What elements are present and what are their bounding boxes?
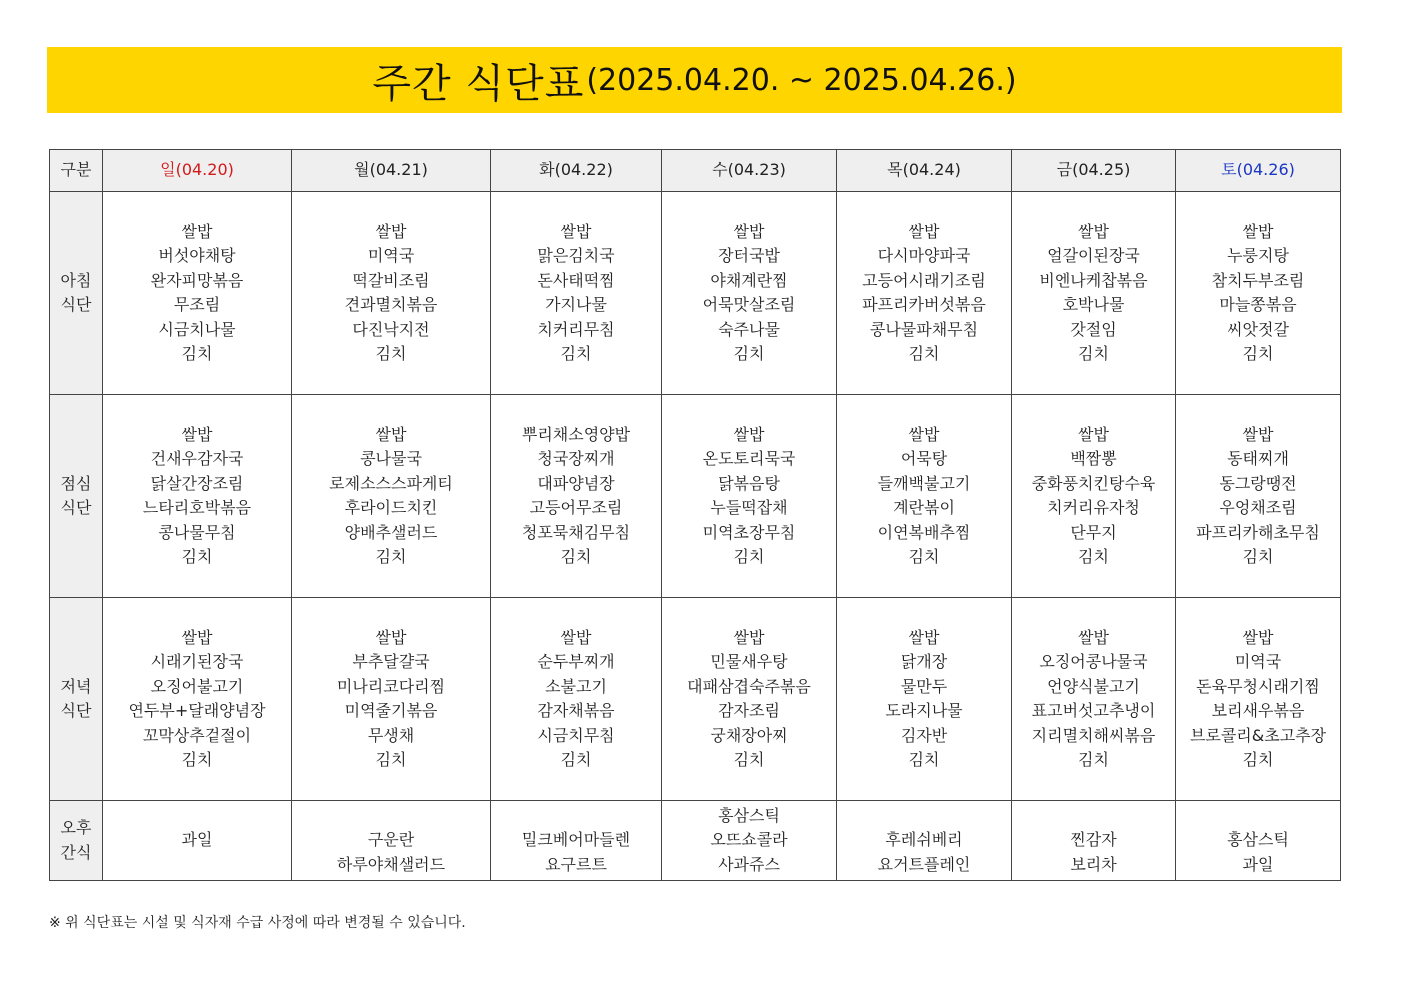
menu-item: 김치 (560, 547, 592, 566)
row-label-snack (50, 801, 103, 881)
menu-item: 김치 (1242, 750, 1274, 769)
row-label-lunch (50, 395, 103, 598)
menu-item: 미역초장무침 (702, 522, 796, 542)
menu-item: 김치 (908, 547, 940, 566)
snack-cell-fri (1012, 801, 1176, 881)
menu-item: 소불고기 (545, 676, 607, 696)
menu-item: 버섯야채탕 (158, 246, 236, 265)
menu-item: 들깨백불고기 (877, 473, 971, 493)
menu-cell-dinner-sun (103, 598, 292, 801)
menu-item: 비엔나케찹볶음 (1039, 270, 1148, 290)
menu-item: 느타리호박볶음 (142, 498, 252, 517)
menu-item: 도라지나물 (885, 701, 963, 720)
menu-item: 미역국 (367, 246, 415, 265)
day-header-thu: 목(04.24) (837, 150, 1012, 192)
menu-item: 가지나물 (545, 295, 607, 314)
menu-item: 보리차 (1070, 854, 1117, 874)
menu-item: 쌀밥 (560, 221, 592, 241)
menu-cell-breakfast-wed (662, 192, 837, 395)
menu-item: 쌀밥 (1242, 424, 1274, 444)
menu-item: 꼬막상추겉절이 (142, 725, 252, 745)
menu-item: 순두부찌개 (537, 652, 615, 671)
menu-item: 김치 (733, 344, 765, 363)
menu-item: 시래기된장국 (150, 652, 244, 671)
menu-item: 완자피망볶음 (150, 270, 244, 290)
menu-item: 쌀밥 (1078, 627, 1109, 647)
menu-item: 어묵탕 (900, 449, 948, 468)
footnote: ※ 위 식단표는 시설 및 식자재 수급 사정에 따라 변경될 수 있습니다. (49, 915, 466, 931)
menu-cell-dinner-tue (491, 598, 662, 801)
menu-cell-dinner-wed (662, 598, 837, 801)
menu-cell-dinner-sat (1176, 598, 1341, 801)
menu-item: 김자반 (900, 725, 948, 745)
menu-item: 장터국밥 (718, 246, 780, 265)
menu-item: 양배추샐러드 (344, 522, 438, 542)
menu-cell-breakfast-mon (292, 192, 491, 395)
menu-item: 민물새우탕 (710, 652, 788, 671)
snack-row (50, 801, 1341, 881)
menu-item: 누룽지탕 (1227, 246, 1289, 265)
meal-row-lunch (50, 395, 1341, 598)
menu-item: 쌀밥 (1078, 424, 1109, 444)
menu-item: 갓절임 (1070, 319, 1117, 339)
menu-item: 부추달걀국 (352, 652, 430, 671)
menu-item: 김치 (1242, 547, 1274, 566)
menu-item: 홍삼스틱 (718, 805, 780, 825)
menu-cell-breakfast-thu (837, 192, 1012, 395)
menu-item: 쌀밥 (908, 221, 940, 241)
menu-item: 김치 (1078, 750, 1109, 769)
menu-cell-breakfast-tue (491, 192, 662, 395)
menu-item: 김치 (908, 750, 940, 769)
row-label-line: 간식 (60, 842, 92, 862)
menu-cell-dinner-thu (837, 598, 1012, 801)
menu-item: 연두부+달래양념장 (128, 701, 266, 720)
menu-item: 오뜨쇼콜라 (710, 830, 788, 850)
menu-item: 사과쥬스 (718, 854, 780, 874)
menu-item: 밀크베어마들렌 (521, 830, 631, 850)
menu-item: 무조림 (173, 295, 221, 314)
menu-item: 쌀밥 (733, 627, 765, 647)
menu-item: 쌀밥 (375, 424, 407, 444)
day-header-wed: 수(04.23) (662, 150, 837, 192)
menu-item: 찐감자 (1070, 830, 1117, 850)
menu-item: 언양식불고기 (1047, 676, 1140, 696)
menu-item: 김치 (560, 750, 592, 769)
menu-item: 쌀밥 (908, 424, 940, 444)
day-header-sun: 일(04.20) (103, 150, 292, 192)
meal-row-breakfast (50, 192, 1341, 395)
menu-item: 쌀밥 (375, 221, 407, 241)
day-header-tue: 화(04.22) (491, 150, 662, 192)
menu-item: 견과멸치볶음 (344, 295, 438, 314)
menu-item: 다진낙지전 (352, 319, 430, 339)
menu-item: 쌀밥 (181, 424, 213, 444)
menu-cell-lunch-wed (662, 395, 837, 598)
menu-item: 치커리무침 (537, 319, 615, 339)
menu-item: 요거트플레인 (877, 854, 971, 874)
menu-item: 보리새우볶음 (1211, 701, 1305, 720)
menu-item: 얼갈이된장국 (1047, 246, 1140, 265)
menu-item: 파프리카버섯볶음 (862, 295, 986, 314)
menu-item: 로제소스스파게티 (329, 473, 453, 493)
row-label-line: 아침 (60, 270, 92, 290)
row-label-line: 식단 (60, 498, 92, 517)
menu-item: 표고버섯고추냉이 (1031, 701, 1156, 720)
menu-item: 후라이드치킨 (344, 498, 438, 517)
menu-item: 김치 (181, 750, 213, 769)
menu-item: 김치 (733, 750, 765, 769)
menu-item: 감자채볶음 (537, 701, 615, 720)
menu-item: 궁채장아찌 (710, 725, 788, 745)
menu-cell-lunch-tue (491, 395, 662, 598)
menu-cell-breakfast-fri (1012, 192, 1176, 395)
menu-item: 청국장찌개 (537, 449, 615, 468)
menu-item: 동태찌개 (1227, 449, 1289, 468)
menu-cell-breakfast-sun (103, 192, 292, 395)
snack-cell-thu (837, 801, 1012, 881)
menu-item: 김치 (1242, 344, 1274, 363)
row-label-line: 점심 (60, 473, 92, 493)
menu-item: 단무지 (1070, 522, 1117, 542)
day-header-mon: 월(04.21) (292, 150, 491, 192)
menu-item: 호박나물 (1062, 295, 1125, 314)
menu-item: 누들떡잡채 (710, 498, 788, 517)
menu-item: 쌀밥 (375, 627, 407, 647)
menu-item: 콩나물국 (360, 449, 422, 468)
menu-item: 쌀밥 (181, 627, 213, 647)
menu-cell-lunch-sat (1176, 395, 1341, 598)
menu-item: 감자조림 (718, 701, 780, 720)
menu-item: 김치 (375, 750, 407, 769)
menu-item: 김치 (1078, 547, 1109, 566)
menu-item: 쌀밥 (1242, 627, 1274, 647)
menu-item: 이연복배추찜 (877, 522, 971, 542)
meal-row-dinner (50, 598, 1341, 801)
menu-item: 백짬뽕 (1070, 449, 1117, 468)
menu-item: 치커리유자청 (1047, 498, 1140, 517)
row-label-line: 식단 (60, 701, 92, 720)
menu-item: 어묵맛살조림 (702, 295, 796, 314)
row-label-breakfast (50, 192, 103, 395)
row-label-line: 저녁 (60, 676, 92, 696)
menu-item: 계란볶이 (893, 498, 955, 517)
menu-cell-dinner-fri (1012, 598, 1176, 801)
menu-item: 야채계란찜 (710, 270, 788, 290)
menu-item: 콩나물파채무침 (869, 319, 979, 339)
menu-cell-breakfast-sat (1176, 192, 1341, 395)
menu-item: 요구르트 (545, 854, 607, 874)
day-header-fri: 금(04.25) (1012, 150, 1176, 192)
row-label-line: 오후 (60, 818, 92, 837)
menu-item: 구운란 (367, 830, 415, 850)
row-label-line: 식단 (60, 295, 92, 314)
menu-item: 씨앗젓갈 (1227, 319, 1289, 339)
menu-item: 과일 (1242, 854, 1274, 874)
menu-item: 쌀밥 (181, 221, 213, 241)
menu-cell-lunch-mon (292, 395, 491, 598)
menu-item: 대파양념장 (537, 473, 615, 493)
page-title: 주간 식단표 (372, 60, 585, 107)
menu-item: 온도토리묵국 (702, 449, 796, 468)
menu-item: 김치 (908, 344, 940, 363)
menu-item: 마늘쫑볶음 (1219, 295, 1297, 314)
menu-item: 대패삼겹숙주볶음 (687, 676, 811, 696)
menu-cell-lunch-sun (103, 395, 292, 598)
menu-item: 쌀밥 (1078, 221, 1109, 241)
header-corner: 구분 (50, 150, 103, 192)
menu-item: 오징어콩나물국 (1039, 652, 1148, 671)
menu-item: 콩나물무침 (158, 522, 236, 542)
menu-item: 다시마양파국 (877, 246, 971, 265)
menu-item: 중화풍치킨탕수육 (1031, 473, 1156, 493)
menu-item: 닭살간장조림 (150, 473, 244, 493)
menu-item: 고등어무조림 (529, 498, 623, 517)
snack-cell-wed (662, 801, 837, 881)
menu-item: 뿌리채소영양밥 (521, 424, 631, 444)
menu-item: 김치 (1078, 344, 1109, 363)
menu-item: 미역국 (1234, 652, 1282, 671)
menu-item: 고등어시래기조림 (862, 270, 986, 290)
snack-cell-sun (103, 801, 292, 881)
menu-cell-lunch-fri (1012, 395, 1176, 598)
menu-item: 브로콜리&초고추장 (1189, 725, 1327, 745)
menu-cell-dinner-mon (292, 598, 491, 801)
menu-item: 무생채 (367, 725, 415, 745)
menu-item: 하루야채샐러드 (336, 854, 446, 874)
menu-item: 닭개장 (900, 652, 948, 671)
menu-item: 쌀밥 (908, 627, 940, 647)
menu-item: 숙주나물 (718, 319, 780, 339)
snack-cell-sat (1176, 801, 1341, 881)
menu-item: 김치 (181, 344, 213, 363)
menu-item: 쌀밥 (560, 627, 592, 647)
row-label-dinner (50, 598, 103, 801)
menu-item: 미나리코다리찜 (336, 676, 446, 696)
menu-item: 오징어불고기 (150, 676, 244, 696)
menu-item: 쌀밥 (733, 424, 765, 444)
menu-item: 파프리카해초무침 (1196, 522, 1320, 542)
menu-item: 홍삼스틱 (1227, 830, 1289, 850)
menu-item: 과일 (181, 830, 213, 850)
menu-item: 건새우감자국 (150, 449, 244, 468)
date-range: (2025.04.20. ~ 2025.04.26.) (586, 62, 1017, 98)
day-header-sat: 토(04.26) (1176, 150, 1341, 192)
menu-item: 시금치나물 (158, 319, 236, 339)
menu-item: 청포묵채김무침 (521, 522, 631, 542)
menu-item: 쌀밥 (733, 221, 765, 241)
menu-item: 쌀밥 (1242, 221, 1274, 241)
menu-item: 김치 (375, 344, 407, 363)
menu-item: 미역줄기볶음 (344, 701, 438, 720)
menu-item: 김치 (733, 547, 765, 566)
menu-item: 물만두 (900, 676, 948, 696)
menu-item: 후레쉬베리 (885, 830, 963, 850)
menu-item: 참치두부조림 (1211, 270, 1305, 290)
menu-item: 김치 (560, 344, 592, 363)
menu-item: 김치 (375, 547, 407, 566)
menu-item: 떡갈비조림 (352, 270, 430, 290)
menu-item: 맑은김치국 (537, 246, 615, 265)
menu-cell-lunch-thu (837, 395, 1012, 598)
menu-item: 닭볶음탕 (718, 473, 780, 493)
snack-cell-tue (491, 801, 662, 881)
weekly-menu-table (49, 149, 1341, 881)
header-row (50, 150, 1341, 192)
menu-item: 돈사태떡찜 (537, 270, 615, 290)
menu-item: 김치 (181, 547, 213, 566)
snack-cell-mon (292, 801, 491, 881)
menu-item: 동그랑땡전 (1219, 473, 1297, 493)
menu-item: 시금치무침 (537, 725, 615, 745)
menu-item: 우엉채조림 (1219, 498, 1297, 517)
menu-item: 지리멸치해씨볶음 (1031, 725, 1156, 745)
title-banner (47, 47, 1342, 113)
menu-item: 돈육무청시래기찜 (1196, 676, 1320, 696)
